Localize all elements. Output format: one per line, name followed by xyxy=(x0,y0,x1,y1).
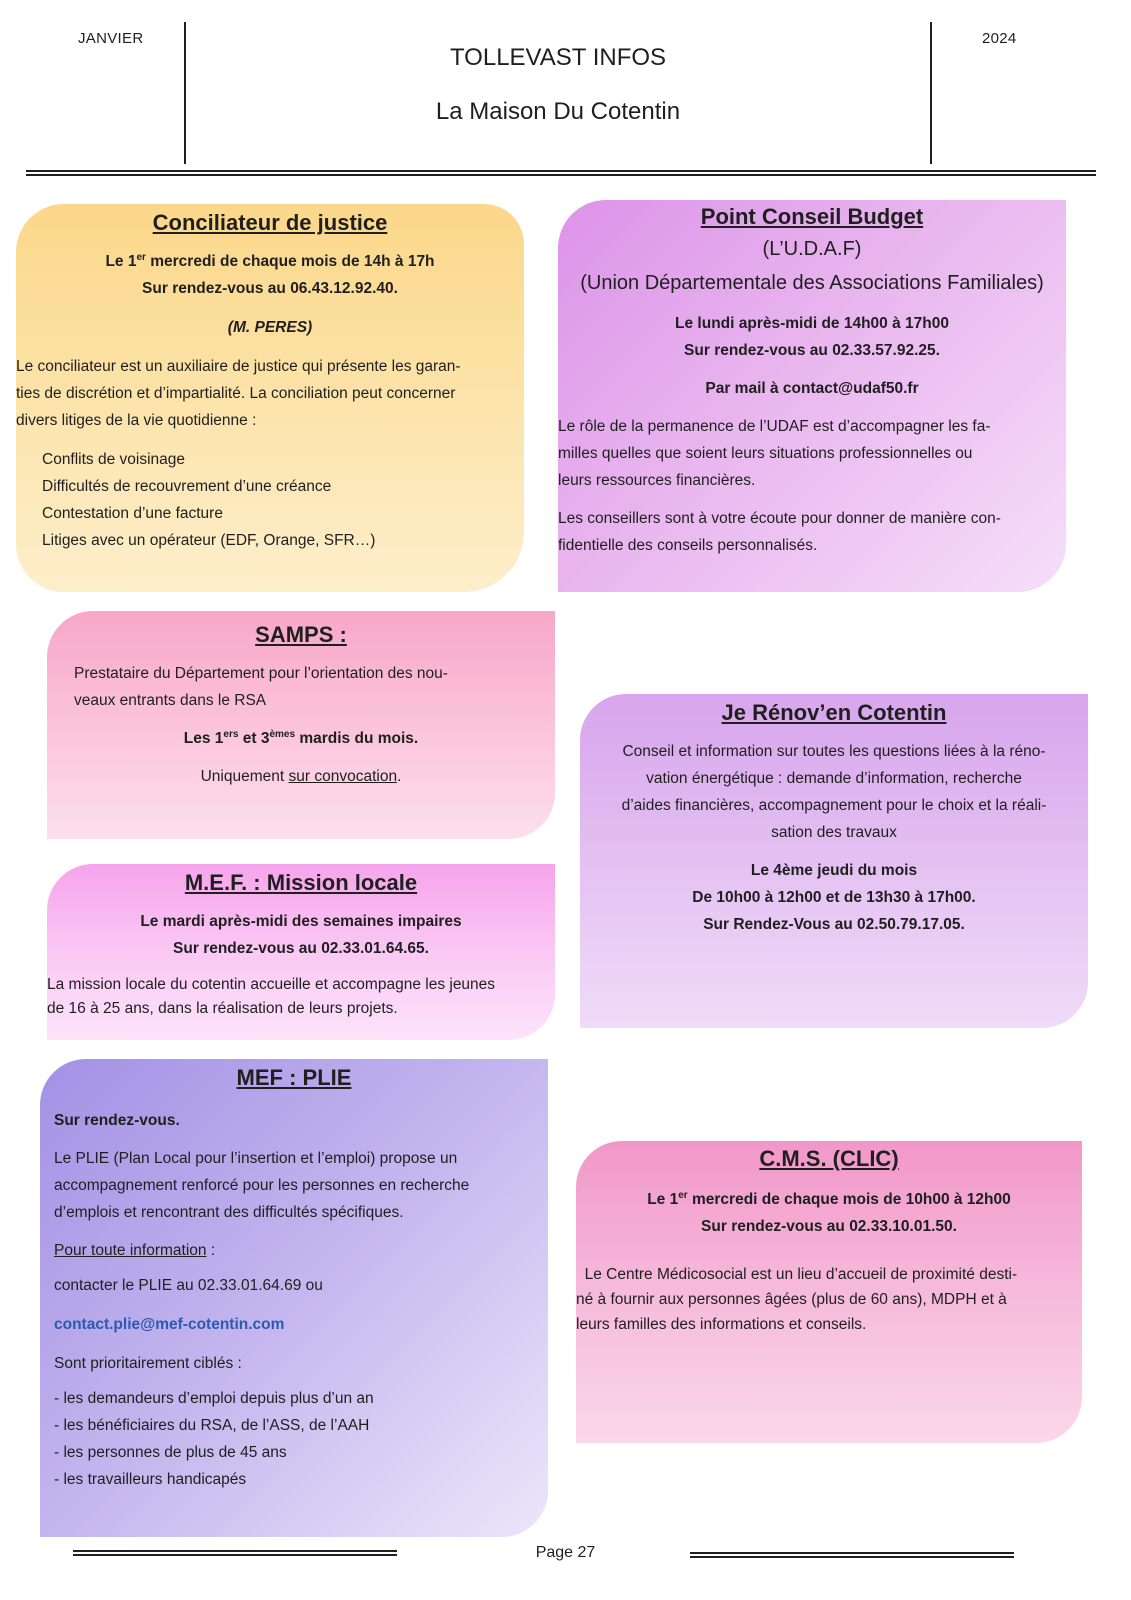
pcb-title: Point Conseil Budget xyxy=(700,204,924,229)
cms-desc-1: Le Centre Médicosocial est un lieu d’accueil de proximité desti- xyxy=(576,1266,1018,1283)
conciliateur-list xyxy=(16,446,524,554)
list-item: Contestation d’une facture xyxy=(42,505,223,522)
renov-rdv: Sur Rendez-Vous au 02.50.79.17.05. xyxy=(703,916,965,933)
list-item: - les demandeurs d’emploi depuis plus d’un an xyxy=(54,1390,374,1407)
page-title: TOLLEVAST INFOS xyxy=(449,44,667,71)
mef-box xyxy=(47,864,555,1040)
list-item: - les personnes de plus de 45 ans xyxy=(54,1444,287,1461)
cms-rdv: Sur rendez-vous au 02.33.10.01.50. xyxy=(701,1218,957,1235)
cms-desc-2: né à fournir aux personnes âgées (plus de 60 ans), MDPH et à xyxy=(576,1291,1007,1308)
mef-schedule: Le mardi après-midi des semaines impaires xyxy=(140,913,462,930)
list-item: Difficultés de recouvrement d’une créance xyxy=(42,478,332,495)
renov-desc-2: vation énergétique : demande d’information, recherche xyxy=(646,770,1022,787)
list-item: Litiges avec un opérateur (EDF, Orange, SFR…) xyxy=(42,532,376,549)
pcb-desc1-3: leurs ressources financières. xyxy=(558,472,756,489)
cms-title: C.M.S. (CLIC) xyxy=(759,1146,899,1171)
conciliateur-person: (M. PERES) xyxy=(227,319,313,336)
mef-desc-1: La mission locale du cotentin accueille et accompagne les jeunes xyxy=(47,976,496,993)
plie-contact: contacter le PLIE au 02.33.01.64.69 ou xyxy=(54,1277,323,1294)
pcb-org-long: (Union Départementale des Associations Familiales) xyxy=(580,272,1044,294)
cms-desc-3: leurs familles des informations et conseils. xyxy=(576,1316,867,1333)
conciliateur-schedule: Le 1er mercredi de chaque mois de 14h à 17h xyxy=(105,251,435,270)
pcb-desc1-2: milles quelles que soient leurs situations professionnelles ou xyxy=(558,445,973,462)
plie-desc-2: accompagnement renforcé pour les personnes en recherche xyxy=(54,1177,470,1194)
plie-rdv: Sur rendez-vous. xyxy=(54,1112,180,1129)
conciliateur-desc-2: ties de discrétion et d’impartialité. La conciliation peut concerner xyxy=(16,385,456,402)
page-subtitle: La Maison Du Cotentin xyxy=(435,98,681,125)
renov-desc-3: d’aides financières, accompagnement pour le choix et la réali- xyxy=(621,797,1047,814)
list-item: Conflits de voisinage xyxy=(42,451,186,468)
mef-rdv: Sur rendez-vous au 02.33.01.64.65. xyxy=(173,940,429,957)
conciliateur-box xyxy=(16,204,524,592)
plie-email-link[interactable]: contact.plie@mef-cotentin.com xyxy=(54,1316,285,1333)
header-divider-right xyxy=(930,22,932,164)
footer-rule-right xyxy=(690,1552,1014,1558)
pcb-desc2-2: fidentielle des conseils personnalisés. xyxy=(558,537,818,554)
plie-box xyxy=(40,1059,548,1537)
renov-hours: De 10h00 à 12h00 et de 13h30 à 17h00. xyxy=(692,889,976,906)
header-year: 2024 xyxy=(982,30,1017,47)
mef-title: M.E.F. : Mission locale xyxy=(184,870,418,895)
cms-box xyxy=(576,1141,1082,1443)
plie-targets-list xyxy=(54,1385,548,1493)
conciliateur-desc-1: Le conciliateur est un auxiliaire de justice qui présente les garan- xyxy=(16,358,461,375)
pcb-desc1-1: Le rôle de la permanence de l’UDAF est d’accompagner les fa- xyxy=(558,418,991,435)
renov-desc-1: Conseil et information sur toutes les questions liées à la réno- xyxy=(622,743,1046,760)
plie-title: MEF : PLIE xyxy=(236,1065,352,1090)
conciliateur-rdv: Sur rendez-vous au 06.43.12.92.40. xyxy=(142,280,398,297)
header-rule xyxy=(26,170,1096,176)
samps-title: SAMPS : xyxy=(255,622,347,647)
pcb-box xyxy=(558,200,1066,592)
plie-info: Pour toute information : xyxy=(54,1242,216,1259)
plie-desc-1: Le PLIE (Plan Local pour l’insertion et l’emploi) propose un xyxy=(54,1150,458,1167)
page-number: Page 27 xyxy=(535,1544,596,1561)
pcb-mail: Par mail à contact@udaf50.fr xyxy=(705,380,919,397)
renov-title: Je Rénov’en Cotentin xyxy=(721,700,947,725)
renov-box xyxy=(580,694,1088,1028)
plie-desc-3: d’emplois et rencontrant des difficultés spécifiques. xyxy=(54,1204,404,1221)
samps-desc-2: veaux entrants dans le RSA xyxy=(74,692,267,709)
list-item: - les bénéficiaires du RSA, de l’ASS, de l’AAH xyxy=(54,1417,370,1434)
header-month: JANVIER xyxy=(78,30,144,47)
list-item: - les travailleurs handicapés xyxy=(54,1471,247,1488)
pcb-org-short: (L’U.D.A.F) xyxy=(762,238,862,260)
renov-desc-4: sation des travaux xyxy=(771,824,897,841)
pcb-rdv: Sur rendez-vous au 02.33.57.92.25. xyxy=(684,342,940,359)
samps-convocation: Uniquement sur convocation. xyxy=(200,768,402,785)
mef-desc-2: de 16 à 25 ans, dans la réalisation de leurs projets. xyxy=(47,1000,398,1017)
pcb-schedule: Le lundi après-midi de 14h00 à 17h00 xyxy=(675,315,949,332)
samps-schedule: Les 1ers et 3èmes mardis du mois. xyxy=(183,728,419,747)
pcb-desc2-1: Les conseillers sont à votre écoute pour donner de manière con- xyxy=(558,510,1001,527)
plie-targets-label: Sont prioritairement ciblés : xyxy=(54,1355,242,1372)
conciliateur-desc-3: divers litiges de la vie quotidienne : xyxy=(16,412,257,429)
cms-schedule: Le 1er mercredi de chaque mois de 10h00 à 12h00 xyxy=(647,1189,1011,1208)
conciliateur-title: Conciliateur de justice xyxy=(152,210,388,235)
samps-desc-1: Prestataire du Département pour l’orientation des nou- xyxy=(74,665,448,682)
renov-schedule: Le 4ème jeudi du mois xyxy=(750,862,918,879)
samps-box xyxy=(47,611,555,839)
